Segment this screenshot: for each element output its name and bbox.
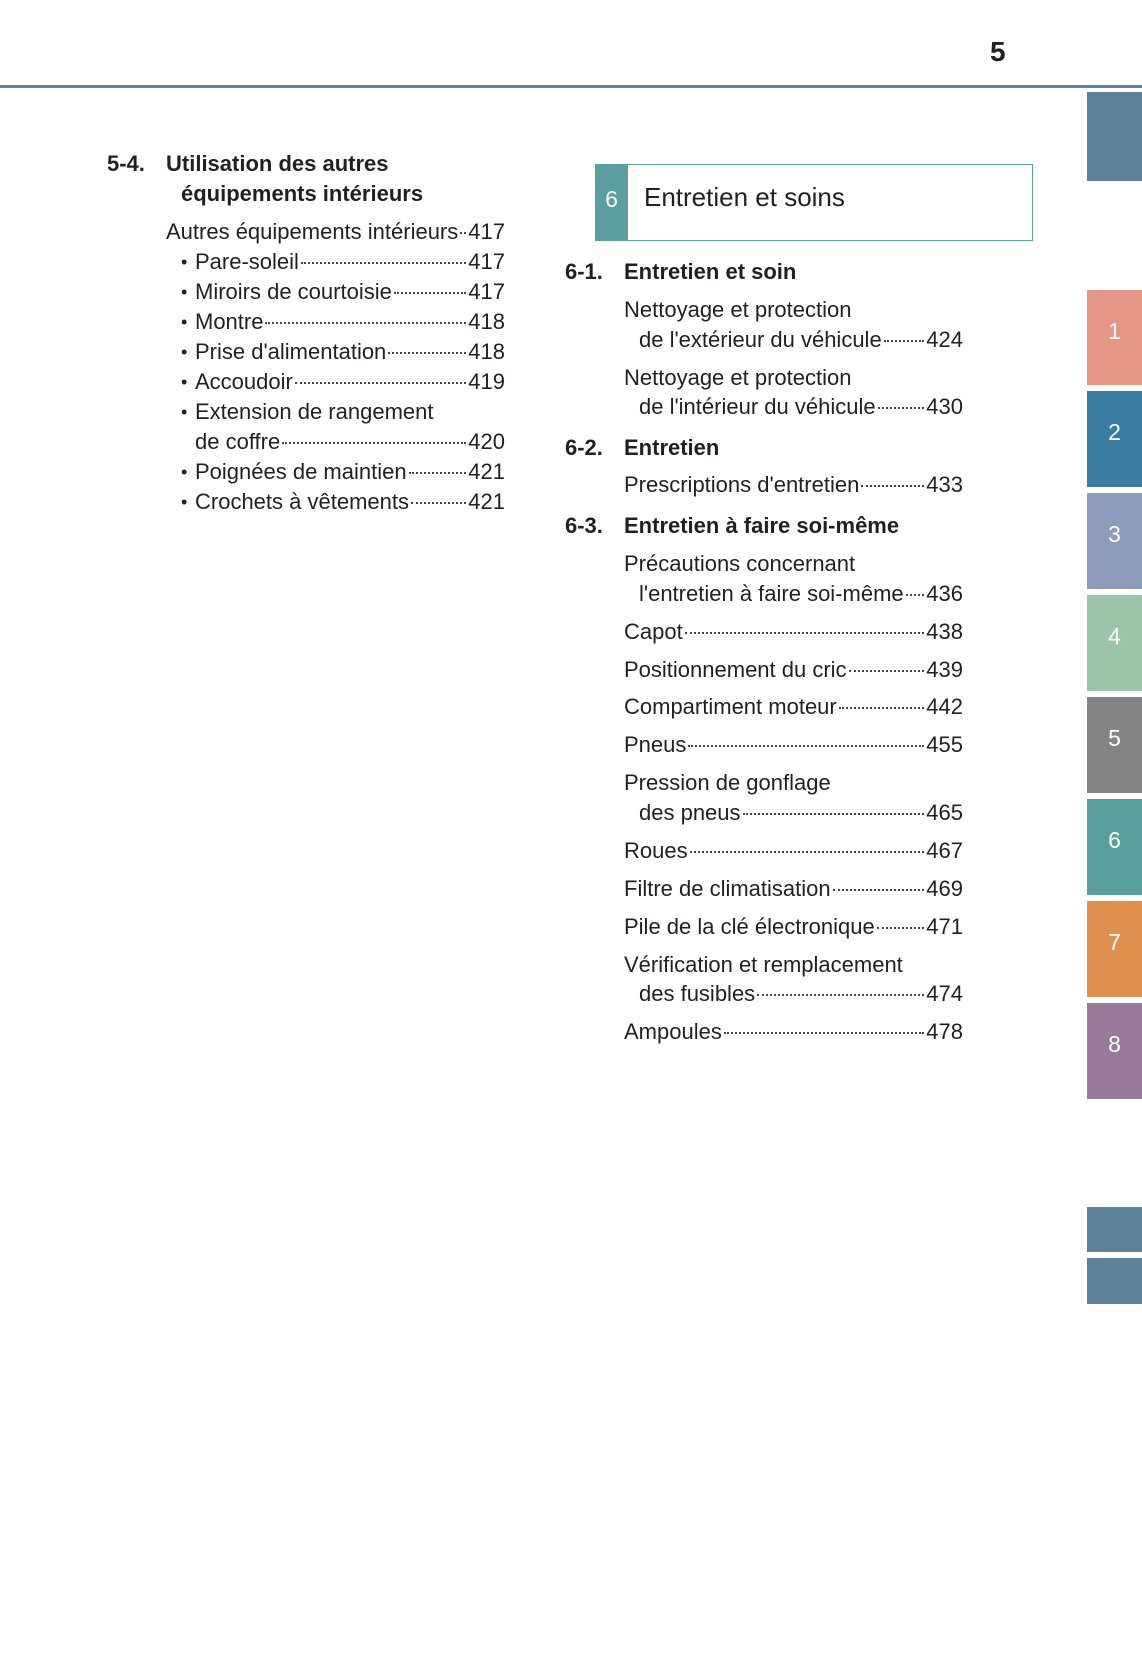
entry-text: Prise d'alimentation (195, 339, 387, 364)
section-number: 6-2. (565, 435, 603, 460)
leader-dots (295, 382, 466, 384)
page-ref: 467 (926, 838, 963, 863)
page-ref: 417 (468, 249, 505, 274)
section-title[interactable]: Entretien (624, 435, 720, 460)
page-number: 5 (990, 36, 1006, 67)
leader-dots (839, 707, 925, 709)
chapter-tab-8[interactable]: 8 (1087, 1003, 1142, 1099)
toc-entry[interactable] (624, 619, 963, 645)
page-ref: 419 (468, 369, 505, 394)
leader-dots (906, 594, 925, 596)
toc-entry[interactable] (639, 981, 963, 1007)
toc-entry[interactable] (624, 694, 963, 720)
entry-text[interactable]: Précautions concernant (624, 551, 856, 576)
entry-text: Capot (624, 619, 683, 644)
page-ref: 465 (926, 800, 963, 825)
entry-text[interactable]: Nettoyage et protection (624, 365, 852, 390)
page-ref: 469 (926, 876, 963, 901)
entry-text: Pile de la clé électronique (624, 914, 875, 939)
bullet: • (181, 492, 188, 512)
toc-entry[interactable] (624, 914, 963, 940)
chapter-tab-1[interactable]: 1 (1087, 290, 1142, 385)
leader-dots (394, 292, 466, 294)
chapter-number: 6 (595, 164, 628, 241)
toc-entry[interactable] (195, 249, 505, 275)
toc-entry[interactable] (166, 219, 505, 245)
chapter-tab-blank[interactable] (1087, 1258, 1142, 1304)
entry-text: Autres équipements intérieurs (166, 219, 459, 244)
toc-entry[interactable] (624, 657, 963, 683)
toc-entry[interactable] (195, 429, 505, 455)
bullet: • (181, 312, 188, 332)
chapter-tab-6[interactable]: 6 (1087, 799, 1142, 895)
entry-text: Filtre de climatisation (624, 876, 831, 901)
chapter-tab-7[interactable]: 7 (1087, 901, 1142, 997)
section-title: équipements intérieurs (181, 181, 424, 206)
chapter-tab-3[interactable]: 3 (1087, 493, 1142, 589)
page-ref: 421 (468, 459, 505, 484)
page-ref: 417 (468, 279, 505, 304)
page-ref: 478 (926, 1019, 963, 1044)
entry-text: des pneus (639, 800, 741, 825)
page-ref: 430 (926, 394, 963, 419)
toc-entry[interactable] (195, 279, 505, 305)
entry-text: Prescriptions d'entretien (624, 472, 860, 497)
leader-dots (849, 670, 925, 672)
page-ref: 439 (926, 657, 963, 682)
entry-text[interactable]: Nettoyage et protection (624, 297, 852, 322)
chapter-tab-5[interactable]: 5 (1087, 697, 1142, 793)
leader-dots (688, 745, 924, 747)
entry-text: Roues (624, 838, 688, 863)
toc-entry[interactable] (624, 472, 963, 498)
toc-entry[interactable] (624, 1019, 963, 1045)
leader-dots (724, 1032, 924, 1034)
chapter-title: Entretien et soins (644, 182, 845, 212)
entry-text: Montre (195, 309, 264, 334)
toc-entry[interactable] (639, 581, 963, 607)
page-ref: 471 (926, 914, 963, 939)
toc-entry[interactable] (195, 309, 505, 335)
entry-text: Pare-soleil (195, 249, 299, 274)
bullet: • (181, 342, 188, 362)
toc-entry[interactable] (195, 369, 505, 395)
header-rule (0, 85, 1142, 88)
leader-dots (265, 322, 466, 324)
entry-text: de l'intérieur du véhicule (639, 394, 876, 419)
toc-entry[interactable] (624, 732, 963, 758)
leader-dots (878, 407, 925, 409)
bullet: • (181, 402, 188, 422)
toc-entry[interactable] (195, 489, 505, 515)
toc-entry[interactable] (624, 876, 963, 902)
leader-dots (861, 485, 924, 487)
leader-dots (301, 262, 466, 264)
toc-entry[interactable] (195, 459, 505, 485)
leader-dots (743, 813, 925, 815)
chapter-tab-blank[interactable] (1087, 92, 1142, 181)
section-number: 6-3. (565, 513, 603, 538)
section-number: 6-1. (565, 259, 603, 284)
page-ref: 436 (926, 581, 963, 606)
leader-dots (282, 442, 466, 444)
leader-dots (460, 232, 466, 234)
leader-dots (685, 632, 925, 634)
bullet: • (181, 252, 188, 272)
leader-dots (388, 352, 466, 354)
page-ref: 438 (926, 619, 963, 644)
toc-entry[interactable] (639, 800, 963, 826)
entry-text[interactable]: Vérification et remplacement (624, 952, 903, 977)
entry-text: l'entretien à faire soi-même (639, 581, 904, 606)
entry-text: Compartiment moteur (624, 694, 837, 719)
page-ref: 433 (926, 472, 963, 497)
leader-dots (690, 851, 925, 853)
chapter-tab-blank[interactable] (1087, 1207, 1142, 1252)
page-ref: 417 (468, 219, 505, 244)
leader-dots (411, 502, 466, 504)
chapter-tab-2[interactable]: 2 (1087, 391, 1142, 487)
section-title[interactable]: Entretien à faire soi-même (624, 513, 900, 538)
page-ref: 455 (926, 732, 963, 757)
entry-text: Poignées de maintien (195, 459, 407, 484)
entry-text: Miroirs de courtoisie (195, 279, 392, 304)
toc-entry[interactable] (195, 339, 505, 365)
entry-text[interactable]: Pression de gonflage (624, 770, 831, 795)
entry-text: Crochets à vêtements (195, 489, 409, 514)
toc-entry[interactable] (639, 394, 963, 420)
section-title[interactable]: Entretien et soin (624, 259, 797, 284)
leader-dots (757, 994, 924, 996)
entry-text[interactable]: Extension de rangement (195, 399, 434, 424)
page-ref: 418 (468, 309, 505, 334)
page-ref: 442 (926, 694, 963, 719)
bullet: • (181, 282, 188, 302)
chapter-tab-4[interactable]: 4 (1087, 595, 1142, 691)
entry-text: de l'extérieur du véhicule (639, 327, 882, 352)
entry-text: Accoudoir (195, 369, 293, 394)
entry-text: Ampoules (624, 1019, 722, 1044)
section-title: Utilisation des autres (166, 151, 389, 176)
entry-text: de coffre (195, 429, 281, 454)
page-ref: 418 (468, 339, 505, 364)
leader-dots (884, 340, 925, 342)
section-number: 5-4. (107, 151, 145, 176)
leader-dots (833, 889, 925, 891)
toc-entry[interactable] (624, 838, 963, 864)
page-ref: 421 (468, 489, 505, 514)
page-ref: 424 (926, 327, 963, 352)
page-ref: 420 (468, 429, 505, 454)
leader-dots (409, 472, 467, 474)
page-ref: 474 (926, 981, 963, 1006)
toc-entry[interactable] (639, 327, 963, 353)
entry-text: des fusibles (639, 981, 756, 1006)
bullet: • (181, 462, 188, 482)
entry-text: Positionnement du cric (624, 657, 847, 682)
leader-dots (877, 927, 925, 929)
entry-text: Pneus (624, 732, 687, 757)
bullet: • (181, 372, 188, 392)
